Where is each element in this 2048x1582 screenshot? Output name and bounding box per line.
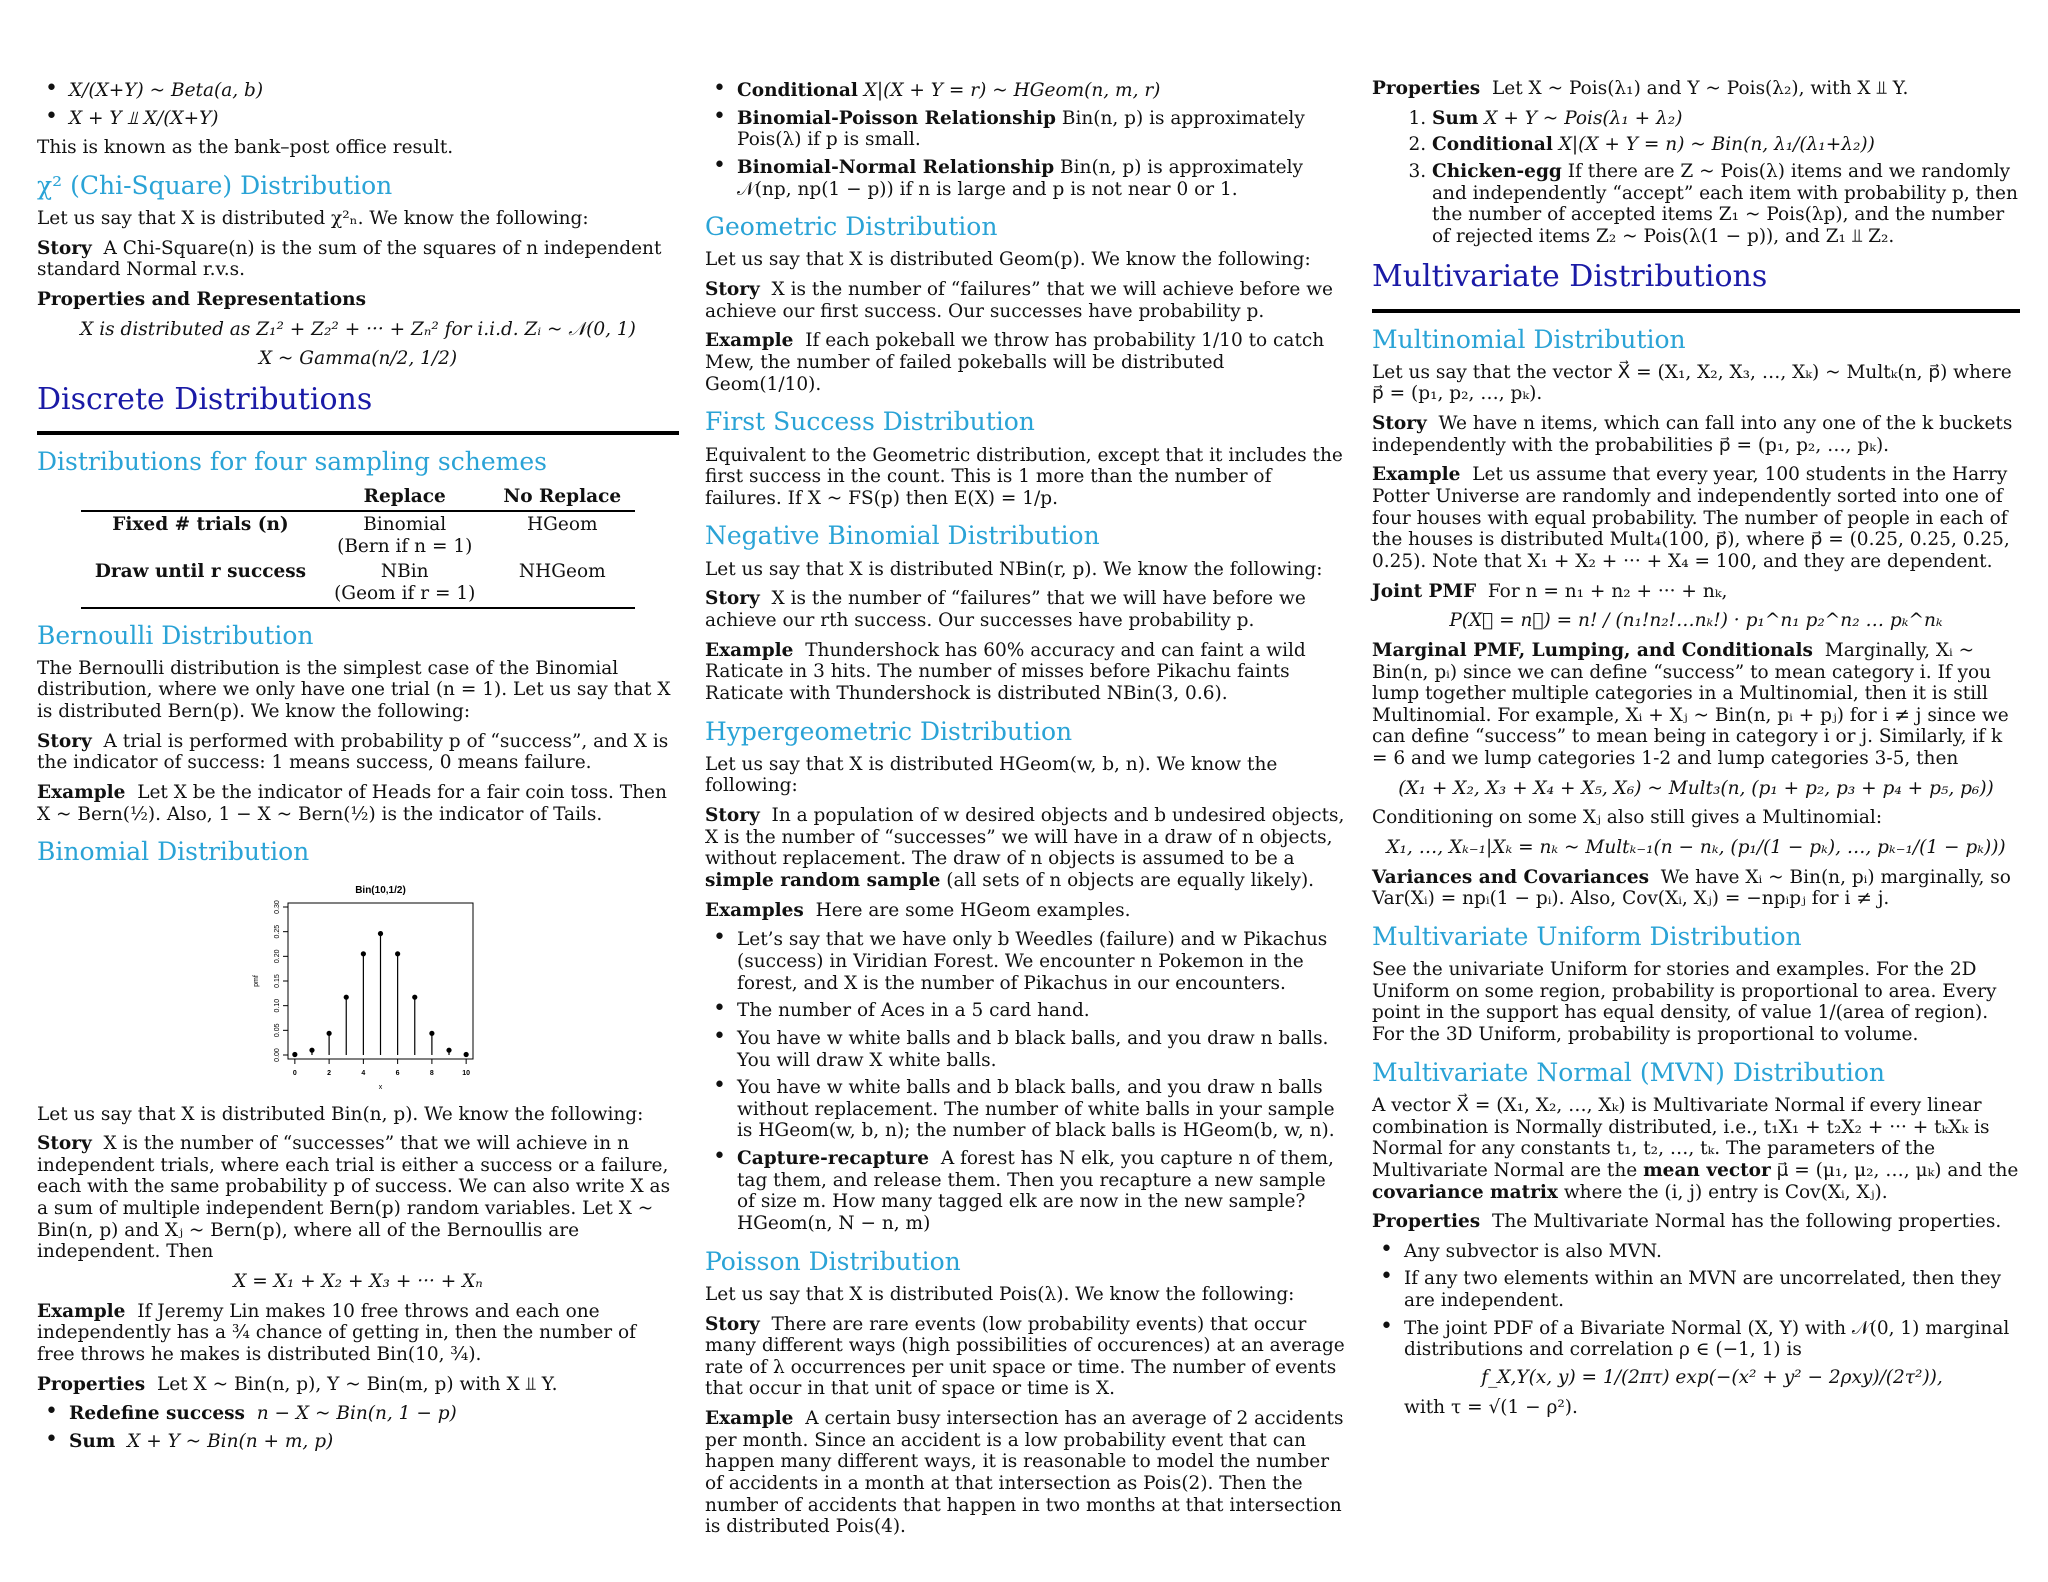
binomial-properties: Properties Let X ~ Bin(n, p), Y ~ Bin(m, p) with X ⫫ Y. xyxy=(37,1373,558,1395)
column-2 xyxy=(705,78,1345,1546)
mvn-properties: Properties The Multivariate Normal has the following properties. xyxy=(1372,1211,2002,1233)
multivariate-uniform-heading: Multivariate Uniform Distribution xyxy=(1372,921,1802,951)
bernoulli-intro: The Bernoulli distribution is the simplest case of the Binomial distribution, where we only have one trial (n = 1). Let us say that X is distributed Bern(p). We know the following: xyxy=(37,657,671,723)
sampling-schemes-table xyxy=(81,484,635,608)
table-corner xyxy=(81,484,320,511)
chi-equation-2: X ~ Gamma(n/2, 1/2) xyxy=(258,348,458,370)
y-tick-label: 0.05 xyxy=(274,1023,281,1037)
poisson-story: Story There are rare events (low probability events) that occur many different ways (high possibilities of occurences) at an average rate of λ occurrences per unit space or time. The number of events that occur in that unit of space or time is X. xyxy=(705,1313,1345,1400)
multinomial-lump-equation: (X₁ + X₂, X₃ + X₄ + X₅, X₆) ~ Mult₃(n, (p₁ + p₂, p₃ + p₄ + p₅, p₆)) xyxy=(1398,777,1994,799)
x-tick-label: 8 xyxy=(429,1069,434,1077)
bernoulli-example: Example Let X be the indicator of Heads for a fair coin toss. Then X ~ Bern(½). Also, 1 − X ~ Bern(½) is the indicator of Tails. xyxy=(37,782,667,825)
table-row: Draw until r success NBin (Geom if r = 1) NHGeom xyxy=(81,559,635,607)
binomial-sum-equation: X = X₁ + X₂ + X₃ + ··· + Xₙ xyxy=(233,1271,483,1293)
negative-binomial-intro: Let us say that X is distributed NBin(r, p). We know the following: xyxy=(705,558,1323,580)
mvn-properties-list xyxy=(1372,1241,2020,1418)
negative-binomial-example: Example Thundershock has 60% accuracy and can faint a wild Raticate in 3 hits. The number of misses before Pikachu faints Raticate with Thundershock is distributed NBin(3, 0.6). xyxy=(705,639,1306,704)
pmf-point xyxy=(292,1051,297,1056)
list-item: 2. Conditional X|(X + Y = n) ~ Bin(n, λ₁/(λ₁+λ₂)) xyxy=(1432,134,2020,156)
y-tick-label: 0.10 xyxy=(274,998,281,1013)
list-item: • Conditional X|(X + Y = r) ~ HGeom(n, m, r) xyxy=(737,80,1345,102)
list-item: • The number of Aces in a 5 card hand. xyxy=(737,1000,1345,1022)
multinomial-heading: Multinomial Distribution xyxy=(1372,324,1686,354)
multinomial-story: Story We have n items, which can fall into any one of the k buckets independently with the probabilities p⃗ = (p₁, p₂, …, pₖ). xyxy=(1372,413,2013,456)
negative-binomial-heading: Negative Binomial Distribution xyxy=(705,521,1100,551)
mvn-tau-text: with τ = √(1 − ρ²). xyxy=(1404,1396,1578,1418)
multinomial-intro: Let us say that the vector X⃗ = (X₁, X₂, X₃, …, Xₖ) ~ Multₖ(n, p⃗) where p⃗ = (p₁, p₂, …, pₖ). xyxy=(1372,361,2012,405)
chi-square-heading: χ² (Chi-Square) Distribution xyxy=(37,170,393,200)
column-3 xyxy=(1372,78,2020,1426)
pmf-point xyxy=(446,1047,451,1052)
binomial-intro: Let us say that X is distributed Bin(n, p). We know the following: xyxy=(37,1103,644,1125)
chart-title: Bin(10,1/2) xyxy=(355,884,406,896)
list-item: 1. Sum X + Y ~ Pois(λ₁ + λ₂) xyxy=(1432,108,2020,130)
discrete-heading: Discrete Distributions xyxy=(37,382,373,418)
list-item: • Redefine success n − X ~ Bin(n, 1 − p) xyxy=(69,1403,679,1425)
column-1 xyxy=(37,78,679,1461)
poisson-properties-list xyxy=(1372,108,2020,248)
binomial-properties-list xyxy=(37,1403,679,1452)
pmf-point xyxy=(344,994,349,999)
multinomial-conditional-equation: X₁, …, Xₖ₋₁|Xₖ = nₖ ~ Multₖ₋₁(n − nₖ, (p₁/(1 − pₖ), …, pₖ₋₁/(1 − pₖ))) xyxy=(1386,837,2006,858)
hypergeometric-examples-intro: Examples Here are some HGeom examples. xyxy=(705,899,1131,921)
y-tick-label: 0.00 xyxy=(274,1047,281,1062)
binomial-chart xyxy=(37,875,679,1090)
mvn-pdf-equation: f_X,Y(x, y) = 1/(2πτ) exp(−(x² + y² − 2ρxy)/(2τ²)), xyxy=(1481,1367,1943,1389)
pmf-point xyxy=(378,931,383,936)
y-axis-label: pmf xyxy=(253,974,260,987)
pmf-point xyxy=(464,1051,469,1056)
list-item: • You have w white balls and b black balls, and you draw n balls. You will draw X white balls. xyxy=(737,1028,1345,1071)
poisson-heading: Poisson Distribution xyxy=(705,1246,961,1276)
x-tick-label: 2 xyxy=(327,1069,332,1077)
list-item: • Sum X + Y ~ Bin(n + m, p) xyxy=(69,1431,679,1453)
bernoulli-story: Story A trial is performed with probability p of “success”, and X is the indicator of success: 1 means success, 0 means failure. xyxy=(37,730,669,774)
chi-intro: Let us say that X is distributed χ²ₙ. We know the following: xyxy=(37,208,589,230)
chi-properties-heading: Properties and Representations xyxy=(37,289,367,311)
chi-equation-1: X is distributed as Z₁² + Z₂² + ··· + Zₙ² for i.i.d. Zᵢ ~ 𝒩(0, 1) xyxy=(80,318,636,340)
binomial-heading: Binomial Distribution xyxy=(37,837,310,867)
hypergeometric-heading: Hypergeometric Distribution xyxy=(705,716,1073,746)
x-tick-label: 6 xyxy=(395,1069,400,1077)
list-item: • X + Y ⫫ X/(X+Y) xyxy=(69,108,679,130)
pmf-point xyxy=(429,1030,434,1035)
multinomial-joint-equation: P(X⃗ = n⃗) = n! / (n₁!n₂!…nₖ!) · p₁^n₁ p₂^n₂ … pₖ^nₖ xyxy=(1449,610,1943,632)
list-item: • Capture-recapture A forest has N elk, you capture n of them, tag them, and release them. Then you recapture a new sample of size m. How many tagged elk are now in the new sample? HGeom(n, N − n, m) xyxy=(737,1148,1345,1235)
list-item: • Let’s say that we have only b Weedles (failure) and w Pikachus (success) in Viridian Forest. We encounter n Pokemon in the forest, and X is the number of Pikachus in our encounters. xyxy=(737,929,1345,994)
x-tick-label: 0 xyxy=(292,1069,297,1077)
multinomial-example: Example Let us assume that every year, 100 students in the Harry Potter Universe are randomly and independently sorted into one of four houses with equal probability. The number of people in each of the houses is distributed Mult₄(100, p⃗), where p⃗ = (0.25, 0.25, 0.25, 0.25). Note that X₁ + X₂ + ··· + X₄ = 100, and they are dependent. xyxy=(1372,464,2010,572)
geometric-story: Story X is the number of “failures” that we will achieve before we achieve our first success. Our successes have probability p. xyxy=(705,279,1334,322)
y-tick-label: 0.25 xyxy=(274,924,281,939)
negative-binomial-story: Story X is the number of “failures” that we will have before we achieve our rth success. Our successes have probability p. xyxy=(705,588,1306,631)
poisson-example: Example A certain busy intersection has an average of 2 accidents per month. Since an accident is a low probability event that can happen many different ways, it is reasonable to model the number of accidents in a month at that intersection as Pois(2). Then the number of accidents that happen in two months at that intersection is distributed Pois(4). xyxy=(705,1408,1344,1538)
geometric-example: Example If each pokeball we throw has probability 1/10 to catch Mew, the number of failed pokeballs will be distributed Geom(1/10). xyxy=(705,330,1325,395)
pmf-point xyxy=(327,1030,332,1035)
geometric-heading: Geometric Distribution xyxy=(705,212,998,242)
chi-story: Story A Chi-Square(n) is the sum of the squares of n independent standard Normal r.v.s. xyxy=(37,237,662,281)
pmf-point xyxy=(395,951,400,956)
list-item: • If any two elements within an MVN are uncorrelated, then they are independent. xyxy=(1404,1268,2020,1311)
binomial-example: Example If Jeremy Lin makes 10 free throws and each one independently has a ¾ chance of getting in, then the number of free throws he makes is distributed Bin(10, ¾). xyxy=(37,1300,636,1365)
list-item: • You have w white balls and b black balls, and you draw n balls without replacement. The number of white balls in your sample is HGeom(w, b, n); the number of black balls is HGeom(b, w, n). xyxy=(737,1077,1345,1142)
poisson-intro: Let us say that X is distributed Pois(λ). We know the following: xyxy=(705,1283,1295,1305)
pmf-point xyxy=(412,994,417,999)
binomial-story: Story X is the number of “successes” that we will achieve in n independent trials, where each trial is either a success or a failure, each with the same probability p of success. We can also write X as a sum of multiple independent Bern(p) random variables. Let X ~ Bin(n, p) and Xⱼ ~ Bern(p), where all of the Bernoullis are independent. Then xyxy=(37,1133,671,1263)
pmf-point xyxy=(309,1047,314,1052)
table-header-replace: Replace xyxy=(320,484,489,511)
hypergeometric-intro: Let us say that X is distributed HGeom(w, b, n). We know the following: xyxy=(705,753,1278,797)
list-item: • Binomial-Normal Relationship Bin(n, p) is approximately 𝒩(np, np(1 − p)) if n is large and p is not near 0 or 1. xyxy=(737,157,1345,200)
y-tick-label: 0.30 xyxy=(274,899,281,914)
geometric-intro: Let us say that X is distributed Geom(p). We know the following: xyxy=(705,249,1311,271)
mvn-heading: Multivariate Normal (MVN) Distribution xyxy=(1372,1057,1885,1087)
y-tick-label: 0.15 xyxy=(274,973,281,988)
sampling-schemes-heading: Distributions for four sampling schemes xyxy=(37,447,547,477)
multinomial-variances: Variances and Covariances We have Xᵢ ~ Bin(n, pᵢ) marginally, so Var(Xᵢ) = npᵢ(1 − pᵢ). Also, Cov(Xᵢ, Xⱼ) = −npᵢpⱼ for i ≠ j. xyxy=(1372,866,2011,910)
hypergeometric-story: Story In a population of w desired objects and b undesired objects, X is the number of “successes” we will have in a draw of n objects, without replacement. The draw of n objects is assumed to be a simple random sample (all sets of n objects are equally likely). xyxy=(705,805,1345,892)
multinomial-joint-pmf: Joint PMF For n = n₁ + n₂ + ··· + nₖ, xyxy=(1372,580,1728,602)
multinomial-marginal: Marginal PMF, Lumping, and Conditionals Marginally, Xᵢ ~ Bin(n, pᵢ) since we can define “success” to mean category i. If you lump together multiple categories in a Multinomial, then it is still Multinomial. For example, Xᵢ + Xⱼ ~ Bin(n, pᵢ + pⱼ) for i ≠ j since we can define “success” to mean being in category i or j. Similarly, if k = 6 and we lump categories 1-2 and lump categories 3-5, then xyxy=(1372,639,2009,770)
table-header-noreplace: No Replace xyxy=(489,484,635,511)
multinomial-conditioning: Conditioning on some Xⱼ also still gives a Multinomial: xyxy=(1372,807,1883,829)
section-rule xyxy=(1372,309,2020,313)
x-tick-label: 4 xyxy=(361,1069,366,1077)
hypergeometric-examples-list xyxy=(705,929,1345,1234)
multivariate-heading: Multivariate Distributions xyxy=(1372,259,1768,295)
mvn-definition: A vector X⃗ = (X₁, X₂, …, Xₖ) is Multivariate Normal if every linear combination is Normally distributed, i.e., t₁X₁ + t₂X₂ + ··· + tₖXₖ is Normal for any constants t₁, t₂, …, tₖ. The parameters of the Multivariate Normal are the mean vector μ⃗ = (μ₁, μ₂, …, μₖ) and the covariance matrix where the (i, j) entry is Cov(Xᵢ, Xⱼ). xyxy=(1372,1094,2019,1203)
x-axis-label: x xyxy=(378,1083,383,1090)
list-item: • X/(X+Y) ~ Beta(a, b) xyxy=(69,80,679,102)
binomial-relationships-list xyxy=(705,80,1345,200)
poisson-properties: Properties Let X ~ Pois(λ₁) and Y ~ Pois(λ₂), with X ⫫ Y. xyxy=(1372,78,1909,99)
list-item: • Any subvector is also MVN. xyxy=(1404,1241,2020,1263)
first-success-heading: First Success Distribution xyxy=(705,407,1035,437)
binomial-pmf-plot xyxy=(233,875,483,1090)
bernoulli-heading: Bernoulli Distribution xyxy=(37,620,314,650)
list-item: • Binomial-Poisson Relationship Bin(n, p) is approximately Pois(λ) if p is small. xyxy=(737,108,1345,151)
bank-post-text: This is known as the bank–post office result. xyxy=(37,137,454,159)
list-item: 3. Chicken-egg If there are Z ~ Pois(λ) items and we randomly and independently “accept” each item with probability p, then the number of accepted items Z₁ ~ Pois(λp), and the number of rejected items Z₂ ~ Pois(λ(1 − p)), and Z₁ ⫫ Z₂. xyxy=(1432,161,2020,248)
pmf-point xyxy=(361,951,366,956)
section-rule xyxy=(37,431,679,435)
y-tick-label: 0.20 xyxy=(274,949,281,963)
bank-post-list xyxy=(37,80,679,129)
x-tick-label: 10 xyxy=(462,1069,471,1077)
list-item: • The joint PDF of a Bivariate Normal (X, Y) with 𝒩(0, 1) marginal distributions and correlation ρ ∈ (−1, 1) is f_X,Y(x, y) = 1/(2πτ) exp(−(x² + y² − 2ρxy)/(2τ²)), with τ = √(1 − ρ²). xyxy=(1404,1318,2020,1419)
multivariate-uniform-text: See the univariate Uniform for stories and examples. For the 2D Uniform on some region, probability is proportional to area. Every point in the support has equal density, of value 1/(area of region). For the 3D Uniform, probability is proportional to volume. xyxy=(1372,959,1997,1046)
first-success-text: Equivalent to the Geometric distribution, except that it includes the first success in the count. This is 1 more than the number of failures. If X ~ FS(p) then E(X) = 1/p. xyxy=(705,444,1343,509)
table-row: Fixed # trials (n) Binomial (Bern if n = 1) HGeom xyxy=(112,514,598,557)
